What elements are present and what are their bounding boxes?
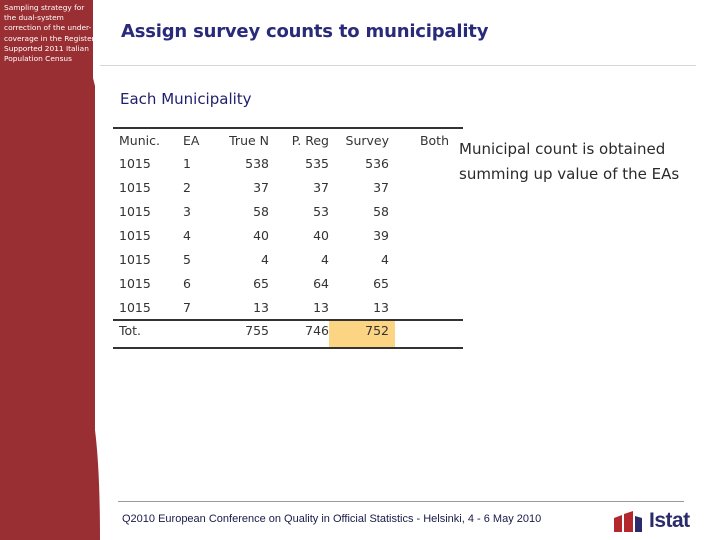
istat-logo-mark — [612, 510, 648, 532]
total-label: Tot. — [113, 320, 183, 348]
cell-true-n: 58 — [253, 203, 269, 219]
cell-survey: 536 — [365, 155, 389, 171]
table-row — [113, 271, 463, 295]
total-survey-highlighted: 752 — [329, 320, 395, 348]
cell-ea: 7 — [183, 299, 191, 315]
table-row — [113, 199, 463, 223]
sidebar-caption — [4, 3, 98, 64]
cell-survey: 58 — [373, 203, 389, 219]
cell-survey: 37 — [373, 179, 389, 195]
cell-survey: 65 — [373, 275, 389, 291]
cell-ea: 5 — [183, 251, 191, 267]
survey-counts-table — [113, 127, 463, 349]
header-ea: EA — [183, 128, 219, 151]
cell-ea: 1 — [183, 155, 191, 171]
cell-p-reg: 64 — [313, 275, 329, 291]
cell-survey: 13 — [373, 299, 389, 315]
cell-p-reg: 13 — [313, 299, 329, 315]
cell-munic: 1015 — [119, 179, 151, 195]
total-p-reg: 746 — [269, 320, 329, 348]
cell-both — [395, 223, 463, 247]
header-munic: Munic. — [113, 128, 183, 151]
table-row — [113, 151, 463, 175]
footer-divider — [118, 501, 684, 502]
cell-survey: 4 — [381, 251, 389, 267]
slide-title: Assign survey counts to municipality — [121, 21, 489, 42]
cell-munic: 1015 — [119, 275, 151, 291]
sidebar-band — [0, 0, 100, 540]
cell-true-n: 65 — [253, 275, 269, 291]
header-true-n: True N — [219, 128, 269, 151]
sidebar-line: the dual-system — [4, 13, 64, 23]
cell-p-reg: 53 — [313, 203, 329, 219]
cell-p-reg: 535 — [305, 155, 329, 171]
header-both: Both — [395, 128, 463, 151]
table-header-row — [113, 128, 463, 151]
sidebar-line: Population Census — [4, 54, 72, 64]
sidebar-line: correction of the under- — [4, 23, 92, 33]
cell-munic: 1015 — [119, 299, 151, 315]
total-both — [395, 320, 463, 348]
cell-munic: 1015 — [119, 251, 151, 267]
total-true-n: 755 — [219, 320, 269, 348]
section-subtitle: Each Municipality — [120, 90, 252, 108]
table-row — [113, 247, 463, 271]
sidebar-background — [0, 0, 100, 540]
cell-ea: 4 — [183, 227, 191, 243]
istat-logo — [612, 508, 690, 532]
sidebar-line: coverage in the Register — [4, 33, 95, 43]
cell-true-n: 40 — [253, 227, 269, 243]
cell-both — [395, 295, 463, 320]
cell-true-n: 13 — [253, 299, 269, 315]
cell-both — [395, 199, 463, 223]
cell-true-n: 37 — [253, 179, 269, 195]
cell-p-reg: 4 — [321, 251, 329, 267]
cell-munic: 1015 — [119, 203, 151, 219]
title-divider — [100, 65, 696, 66]
table-row — [113, 175, 463, 199]
cell-munic: 1015 — [119, 155, 151, 171]
cell-munic: 1015 — [119, 227, 151, 243]
cell-p-reg: 40 — [313, 227, 329, 243]
municipal-count-note: Municipal count is obtained summing up value of the EAs — [459, 140, 680, 183]
cell-both — [395, 247, 463, 271]
table-row — [113, 295, 463, 320]
cell-both — [395, 271, 463, 295]
cell-ea: 2 — [183, 179, 191, 195]
sidebar-line: Supported 2011 Italian — [4, 43, 89, 53]
cell-both — [395, 175, 463, 199]
table-total-row — [113, 320, 463, 348]
cell-p-reg: 37 — [313, 179, 329, 195]
cell-ea: 6 — [183, 275, 191, 291]
conference-footer: Q2010 European Conference on Quality in Official Statistics - Helsinki, 4 - 6 May 2010 — [122, 513, 542, 525]
cell-ea: 3 — [183, 203, 191, 219]
cell-true-n: 4 — [261, 251, 269, 267]
header-survey: Survey — [329, 128, 395, 151]
cell-both — [395, 151, 463, 175]
sidebar-line: Sampling strategy for — [4, 3, 85, 12]
cell-true-n: 538 — [245, 155, 269, 171]
istat-wordmark: Istat — [649, 509, 690, 532]
total-ea — [183, 320, 219, 348]
table-row — [113, 223, 463, 247]
header-p-reg: P. Reg — [269, 128, 329, 151]
cell-survey: 39 — [373, 227, 389, 243]
